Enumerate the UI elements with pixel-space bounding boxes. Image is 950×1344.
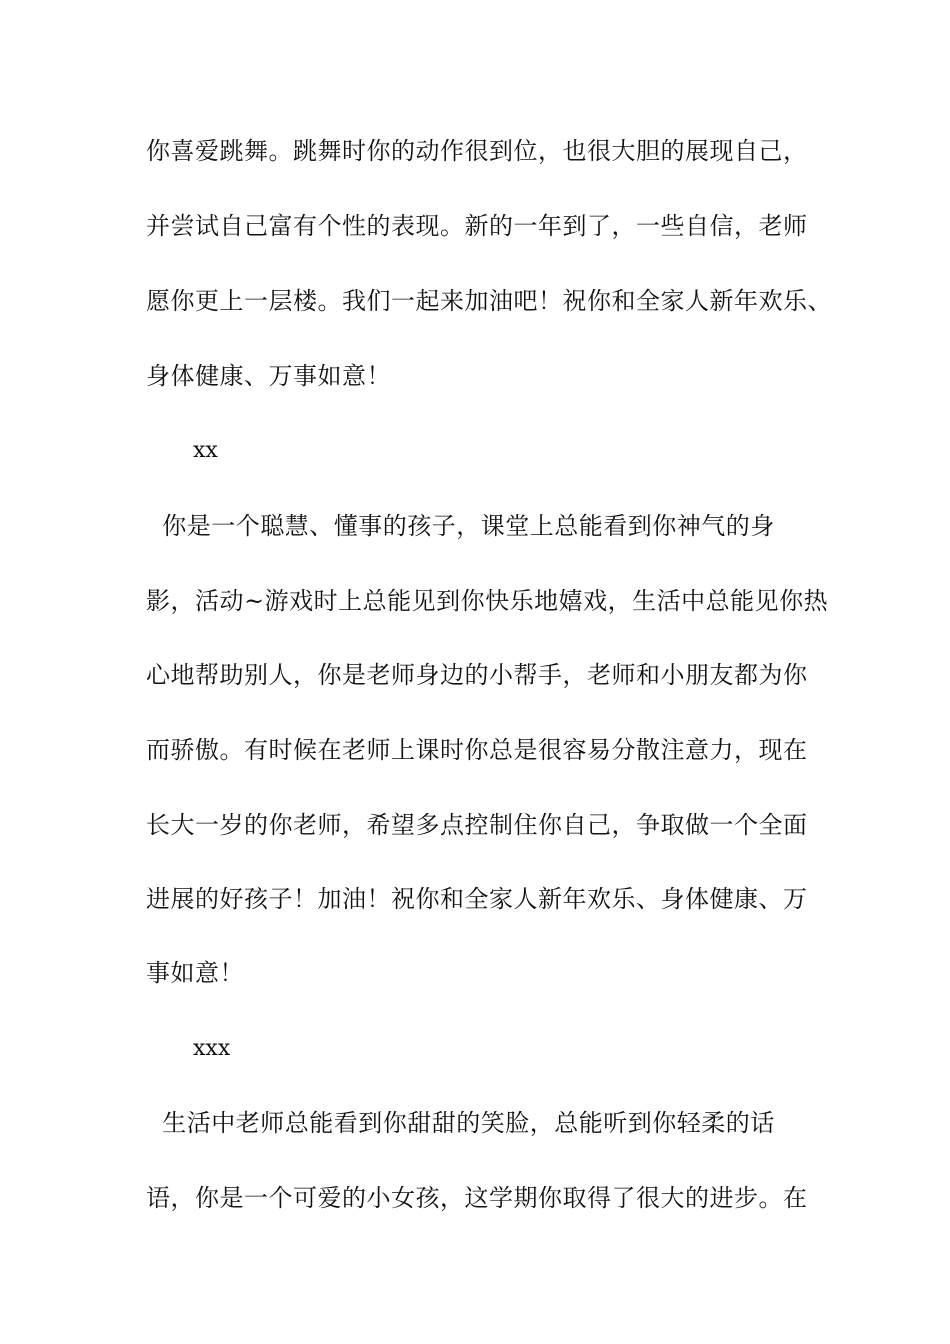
paragraph-line: 影，活动~游戏时上总能见到你快乐地嬉戏，生活中总能见你热 bbox=[146, 587, 829, 615]
paragraph-line: 进展的好孩子！加油！祝你和全家人新年欢乐、身体健康、万 bbox=[146, 885, 808, 913]
paragraph-line: 语，你是一个可爱的小女孩，这学期你取得了很大的进步。在 bbox=[146, 1184, 808, 1212]
paragraph-line: 而骄傲。有时候在老师上课时你总是很容易分散注意力，现在 bbox=[146, 736, 808, 764]
paragraph-line: 并尝试自己富有个性的表现。新的一年到了，一些自信，老师 bbox=[146, 212, 808, 240]
paragraph-line: 愿你更上一层楼。我们一起来加油吧！祝你和全家人新年欢乐、 bbox=[146, 287, 832, 315]
paragraph-line: 你是一个聪慧、懂事的孩子，课堂上总能看到你神气的身 bbox=[146, 512, 775, 540]
paragraph-line: 心地帮助别人，你是老师身边的小帮手，老师和小朋友都为你 bbox=[146, 661, 808, 689]
signature-line: xxx bbox=[193, 1036, 231, 1061]
paragraph-line: 身体健康、万事如意！ bbox=[146, 362, 391, 390]
signature-line: xx bbox=[193, 438, 218, 463]
paragraph-line: 你喜爱跳舞。跳舞时你的动作很到位，也很大胆的展现自己， bbox=[146, 137, 808, 165]
paragraph-line: 事如意！ bbox=[146, 959, 244, 987]
paragraph-line: 长大一岁的你老师，希望多点控制住你自己，争取做一个全面 bbox=[146, 811, 808, 839]
paragraph-line: 生活中老师总能看到你甜甜的笑脸，总能听到你轻柔的话 bbox=[146, 1109, 775, 1137]
